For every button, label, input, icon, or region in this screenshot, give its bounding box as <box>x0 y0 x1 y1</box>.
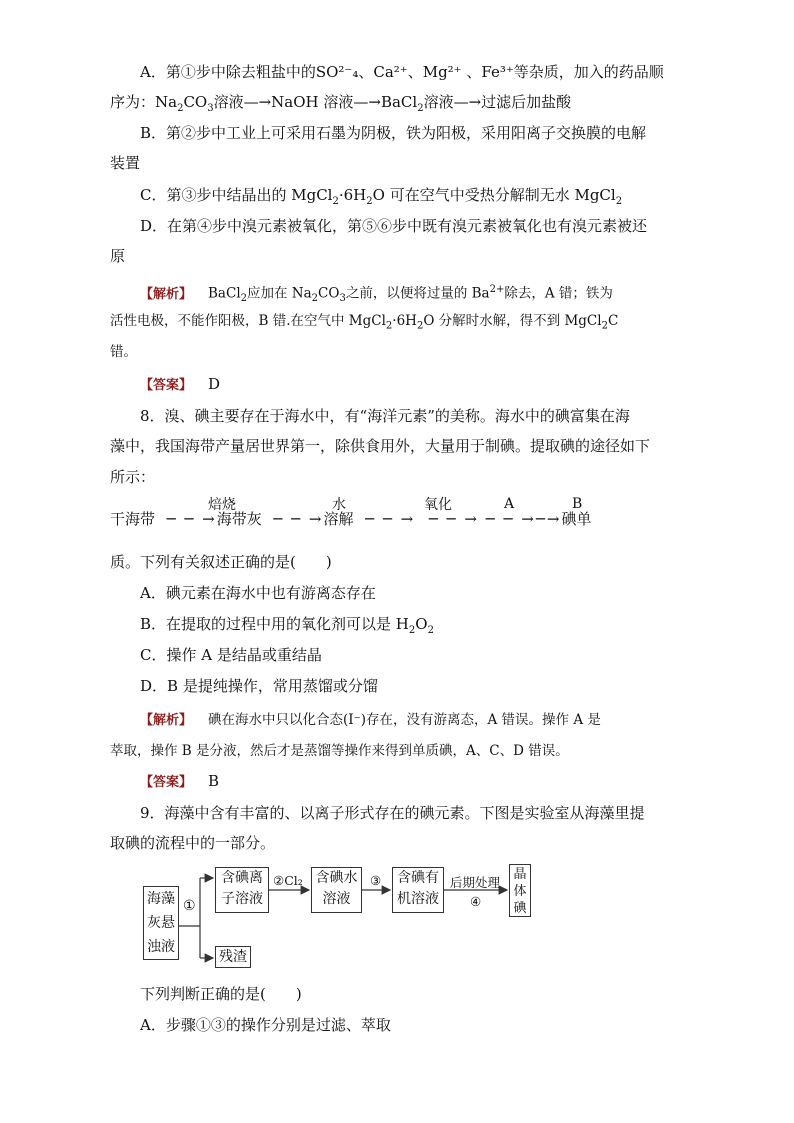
q8-option-d: D．B 是提纯操作，常用蒸馏或分馏 <box>140 677 378 695</box>
q7-analysis-line3: 错。 <box>110 344 137 360</box>
answer-tag: 【答案】 <box>140 775 193 790</box>
q8-stem-line2: 藻中，我国海带产量居世界第一，除供食用外，大量用于制碘。提取碘的途径如下 <box>110 437 651 455</box>
q9-stem-line1: 9．海藻中含有丰富的、以离子形式存在的碘元素。下图是实验室从海藻里提 <box>140 804 645 822</box>
box-crystal-iodine: 晶体碘 <box>509 864 531 917</box>
answer-tag: 【答案】 <box>140 378 193 393</box>
q9-question: 下列判断正确的是( ) <box>140 985 302 1003</box>
q7-answer: 【答案】 D <box>140 375 221 393</box>
q7-option-c: C．第③步中结晶出的 $MgCl_2\cdot 6H_2O$ 可在空气中受热分解制无水 MgCl$_2$ <box>140 186 623 207</box>
q8-stem-line4: 质。下列有关叙述正确的是( ) <box>110 553 332 571</box>
q9-option-a: A．步骤①③的操作分别是过滤、萃取 <box>140 1016 391 1034</box>
q7-option-a-line2: 序为：$Na_2CO_3$溶液—→NaOH 溶液—→BaCl$_2$溶液—→过滤后加盐酸 <box>110 93 572 114</box>
box-iodide-solution: 含碘离子溶液 <box>215 867 269 913</box>
q8-analysis-line1: 【解析】 碘在海水中只以化合态(I⁻)存在，没有游离态，A 错误。操作 A 是 <box>140 712 601 728</box>
q8-stem-line3: 所示： <box>110 468 156 486</box>
flow-label-a: A <box>504 496 515 512</box>
flow-label-roast: 焙烧 <box>208 497 236 513</box>
q7-option-d-line1: D．在第④步中溴元素被氧化，第⑤⑥步中既有溴元素被氧化也有溴元素被还 <box>140 217 648 235</box>
analysis-tag: 【解析】 <box>140 713 193 728</box>
flow-label-b: B <box>572 496 583 512</box>
flow-arrow-3: ─ ─ → ─ ─ → ─ ─ →─→ <box>358 510 562 528</box>
q7-option-b-line2: 装置 <box>110 154 141 172</box>
step-1-label: ① <box>183 898 196 914</box>
step-2-label: ②Cl₂ <box>273 873 303 888</box>
q8-stem-line1: 8．溴、碘主要存在于海水中，有“海洋元素”的美称。海水中的碘富集在海 <box>140 407 630 425</box>
flow-label-oxidize: 氧化 <box>424 497 452 513</box>
box-iodine-water: 含碘水溶液 <box>311 867 362 913</box>
flow-label-water: 水 <box>332 497 346 513</box>
q8-option-a: A．碘元素在海水中也有游离态存在 <box>140 584 376 602</box>
box-seaweed-ash-suspension: 海藻灰悬浊液 <box>143 886 179 960</box>
analysis-tag: 【解析】 <box>140 286 193 302</box>
box-iodine-organic: 含碘有机溶液 <box>392 867 444 913</box>
flow-line: 干海带 ─ ─ →海带灰 ─ ─ →溶解 ─ ─ → ─ ─ → ─ ─ →─→碘单 <box>110 510 592 528</box>
step-3-label: ③ <box>370 873 382 888</box>
q8-option-c: C．操作 A 是结晶或重结晶 <box>140 646 322 664</box>
q7-option-a-line1: A．第①步中除去粗盐中的SO²⁻₄、Ca²⁺、Mg²⁺ 、Fe³⁺等杂质，加入的药品顺 <box>140 63 664 81</box>
q7-analysis-line2: 活性电极，不能作阳极，B 错.在空气中 $MgCl_2\cdot 6H_2O$ 分解时水解，得不到 MgCl$_2$C <box>110 313 619 332</box>
box-residue: 残渣 <box>215 946 251 968</box>
flow-arrow-1: ─ ─ → <box>159 510 217 528</box>
step-4-post-label: 后期处理 <box>450 875 501 890</box>
flow-arrow-2: ─ ─ → <box>266 510 324 528</box>
q8-option-b: B．在提取的过程中用的氧化剂可以是 $H_2O_2$ <box>140 615 434 636</box>
step-4-label: ④ <box>470 894 482 909</box>
q8-analysis-line2: 萃取，操作 B 是分液，然后才是蒸馏等操作来得到单质碘，A、C、D 错误。 <box>110 743 569 759</box>
q7-option-b-line1: B．第②步中工业上可采用石墨为阴极，铁为阳极，采用阳离子交换膜的电解 <box>140 124 647 142</box>
q8-answer: 【答案】 B <box>140 772 220 790</box>
q7-option-d-line2: 原 <box>110 247 126 265</box>
q9-stem-line2: 取碘的流程中的一部分。 <box>110 834 276 852</box>
q7-analysis-line1: 【解析】 BaCl$_2$应加在 $Na_2CO_3$之前，以便将过量的 $Ba^{2+}$除去，A 错；铁为 <box>140 284 613 305</box>
